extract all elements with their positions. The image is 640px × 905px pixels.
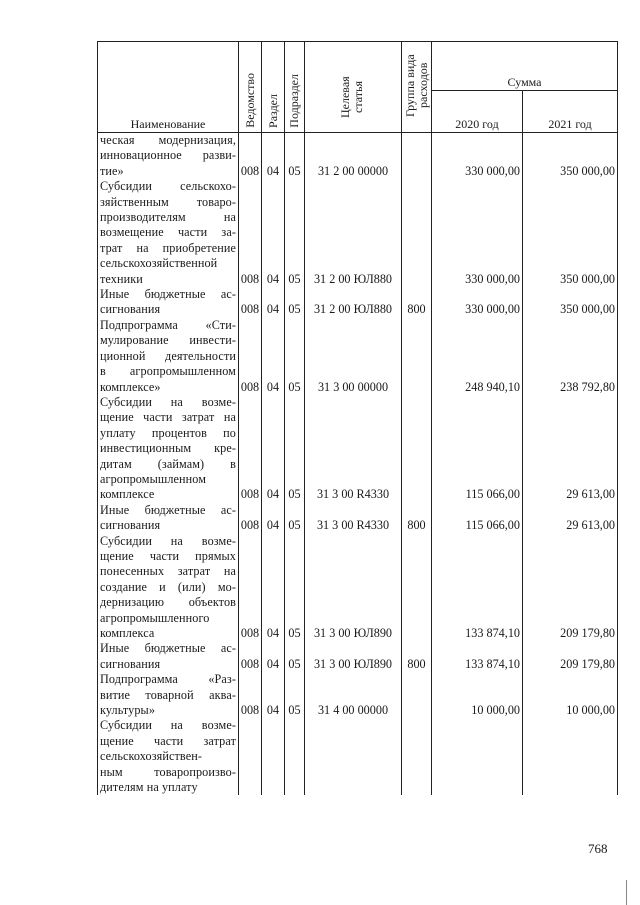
- row-subsection: 05: [285, 672, 305, 718]
- row-sum-2021: 10 000,00: [523, 672, 618, 718]
- row-name-line: комплексе»: [100, 379, 161, 394]
- row-sum-2020: 330 000,00: [432, 133, 523, 180]
- row-expense-group: [402, 318, 432, 395]
- header-ministry-label: Ведомство: [242, 73, 257, 128]
- row-name-line: создание и (или) мо-: [100, 579, 236, 594]
- header-ministry: [239, 42, 262, 133]
- row-sum-2021: 29 613,00: [523, 503, 618, 534]
- row-target-article: 31 3 00 00000: [305, 318, 402, 395]
- row-subsection: 05: [285, 179, 305, 287]
- row-name-line: культуры»: [100, 703, 156, 718]
- row-target-article: 31 2 00 00000: [305, 133, 402, 180]
- row-section: 04: [262, 133, 285, 180]
- row-subsection: 05: [285, 534, 305, 642]
- row-name-line: сигнования: [100, 302, 161, 317]
- row-name-line: щение части затрат: [100, 733, 236, 748]
- row-name-line: понесенных затрат на: [100, 564, 236, 579]
- table-row: [98, 672, 618, 718]
- row-name-line: техники: [100, 271, 143, 286]
- row-name-line: сельскохозяйствен-: [100, 749, 202, 764]
- row-name-line: агропромышленном: [100, 471, 207, 486]
- row-ministry: 008: [239, 179, 262, 287]
- row-subsection: 05: [285, 641, 305, 672]
- row-target-article: 31 2 00 ЮЛ880: [305, 179, 402, 287]
- row-section: 04: [262, 672, 285, 718]
- row-name-line: витие товарной аква-: [100, 687, 236, 702]
- row-name-line: ческая модернизация,: [100, 133, 236, 147]
- row-sum-2021: 238 792,80: [523, 318, 618, 395]
- table-row: [98, 641, 618, 672]
- row-name-line: дителям на уплату: [100, 780, 198, 795]
- header-year-2021: 2021 год: [523, 91, 618, 133]
- header-expense-group-label: Группа вида расходов: [402, 54, 430, 117]
- row-subsection: 05: [285, 133, 305, 180]
- row-sum-2021: 350 000,00: [523, 287, 618, 318]
- table-row: [98, 395, 618, 503]
- row-name-line: уплату процентов по: [100, 425, 236, 440]
- header-subsection: [285, 42, 305, 133]
- header-section: [262, 42, 285, 133]
- header-expense-group: [402, 42, 432, 133]
- row-name-line: Иные бюджетные ас-: [100, 502, 236, 517]
- row-sum-2021: 350 000,00: [523, 179, 618, 287]
- row-name-line: Подпрограмма «Раз-: [100, 672, 236, 687]
- row-subsection: 05: [285, 503, 305, 534]
- row-target-article: [305, 718, 402, 795]
- row-name-line: тие»: [100, 163, 124, 178]
- row-section: 04: [262, 287, 285, 318]
- budget-table: [97, 41, 618, 795]
- header-subsection-label: Подраздел: [287, 74, 301, 128]
- row-name-line: сигнования: [100, 518, 161, 533]
- row-name-line: Иные бюджетные ас-: [100, 641, 236, 656]
- row-expense-group: 800: [402, 503, 432, 534]
- row-expense-group: 800: [402, 287, 432, 318]
- row-sum-2020: 115 066,00: [432, 395, 523, 503]
- row-name-line: комплекса: [100, 626, 155, 640]
- row-subsection: [285, 718, 305, 795]
- row-ministry: 008: [239, 287, 262, 318]
- row-expense-group: [402, 672, 432, 718]
- row-target-article: 31 3 00 R4330: [305, 395, 402, 503]
- row-expense-group: [402, 395, 432, 503]
- row-section: [262, 718, 285, 795]
- row-name: [98, 641, 239, 672]
- row-section: 04: [262, 534, 285, 642]
- table-body: [98, 133, 618, 796]
- row-sum-2020: 330 000,00: [432, 179, 523, 287]
- row-expense-group: [402, 718, 432, 795]
- row-name: [98, 718, 239, 795]
- row-expense-group: [402, 133, 432, 180]
- row-target-article: 31 3 00 R4330: [305, 503, 402, 534]
- row-name: [98, 503, 239, 534]
- row-ministry: 008: [239, 133, 262, 180]
- row-sum-2021: 209 179,80: [523, 641, 618, 672]
- row-section: 04: [262, 395, 285, 503]
- row-ministry: [239, 718, 262, 795]
- row-name: [98, 672, 239, 718]
- row-name-line: Субсидии на возме-: [100, 533, 236, 548]
- row-ministry: 008: [239, 395, 262, 503]
- row-name-line: сигнования: [100, 656, 161, 671]
- row-name-line: Иные бюджетные ас-: [100, 287, 236, 302]
- row-ministry: 008: [239, 318, 262, 395]
- table-row: [98, 503, 618, 534]
- row-sum-2020: 133 874,10: [432, 641, 523, 672]
- header-section-label: Раздел: [265, 94, 280, 128]
- row-name-line: комплексе: [100, 487, 155, 502]
- row-sum-2020: 133 874,10: [432, 534, 523, 642]
- table-row: [98, 718, 618, 795]
- header-target-article: [305, 42, 402, 133]
- header-year-2020: 2020 год: [432, 91, 523, 133]
- header-target-article-label: Целевая статья: [338, 76, 365, 118]
- row-section: 04: [262, 318, 285, 395]
- row-sum-2020: 115 066,00: [432, 503, 523, 534]
- row-target-article: 31 3 00 ЮЛ890: [305, 534, 402, 642]
- table-row: [98, 287, 618, 318]
- row-name-line: щение части прямых: [100, 548, 236, 563]
- row-sum-2020: 330 000,00: [432, 287, 523, 318]
- page-edge-divider: [626, 880, 627, 905]
- row-name-line: зяйственным товаро-: [100, 194, 236, 209]
- table-row: [98, 318, 618, 395]
- row-name-line: ным товаропроизво-: [100, 764, 236, 779]
- row-target-article: 31 4 00 00000: [305, 672, 402, 718]
- row-subsection: 05: [285, 395, 305, 503]
- row-name: [98, 287, 239, 318]
- row-sum-2020: 248 940,10: [432, 318, 523, 395]
- row-name-line: ционной деятельности: [100, 348, 236, 363]
- row-name: [98, 179, 239, 287]
- row-ministry: 008: [239, 641, 262, 672]
- row-ministry: 008: [239, 672, 262, 718]
- row-name-line: Субсидии на возме-: [100, 394, 236, 409]
- row-name-line: в агропромышленном: [100, 364, 236, 379]
- table-header: [98, 42, 618, 133]
- row-subsection: 05: [285, 287, 305, 318]
- row-name-line: возмещение части за-: [100, 225, 236, 240]
- page-number: 768: [588, 841, 608, 856]
- row-name: [98, 534, 239, 642]
- row-name-line: дернизацию объектов: [100, 595, 236, 610]
- row-section: 04: [262, 179, 285, 287]
- row-expense-group: [402, 534, 432, 642]
- table-row: [98, 179, 618, 287]
- row-name: [98, 395, 239, 503]
- table-row: [98, 133, 618, 180]
- row-sum-2021: 209 179,80: [523, 534, 618, 642]
- row-name-line: сельскохозяйственной: [100, 256, 218, 271]
- row-sum-2021: [523, 718, 618, 795]
- row-subsection: 05: [285, 318, 305, 395]
- row-target-article: 31 2 00 ЮЛ880: [305, 287, 402, 318]
- row-section: 04: [262, 641, 285, 672]
- row-name-line: Подпрограмма «Сти-: [100, 317, 236, 332]
- row-name-line: инновационное разви-: [100, 148, 236, 163]
- row-ministry: 008: [239, 503, 262, 534]
- row-name-line: Субсидии сельскохо-: [100, 179, 236, 194]
- row-name: [98, 133, 239, 180]
- row-name-line: агропромышленного: [100, 610, 210, 625]
- row-sum-2020: 10 000,00: [432, 672, 523, 718]
- row-name-line: производителям на: [100, 210, 236, 225]
- row-name-line: дитам (займам) в: [100, 456, 236, 471]
- row-sum-2020: [432, 718, 523, 795]
- row-name-line: щение части затрат на: [100, 410, 236, 425]
- row-name-line: Субсидии на возме-: [100, 718, 236, 733]
- row-sum-2021: 350 000,00: [523, 133, 618, 180]
- row-ministry: 008: [239, 534, 262, 642]
- header-sum: Сумма: [432, 42, 618, 91]
- row-expense-group: 800: [402, 641, 432, 672]
- row-target-article: 31 3 00 ЮЛ890: [305, 641, 402, 672]
- row-name: [98, 318, 239, 395]
- table-row: [98, 534, 618, 642]
- row-name-line: трат на приобретение: [100, 240, 236, 255]
- row-name-line: инвестиционным кре-: [100, 441, 236, 456]
- row-expense-group: [402, 179, 432, 287]
- row-sum-2021: 29 613,00: [523, 395, 618, 503]
- row-name-line: мулирование инвести-: [100, 333, 236, 348]
- header-name: Наименование: [98, 42, 239, 133]
- row-section: 04: [262, 503, 285, 534]
